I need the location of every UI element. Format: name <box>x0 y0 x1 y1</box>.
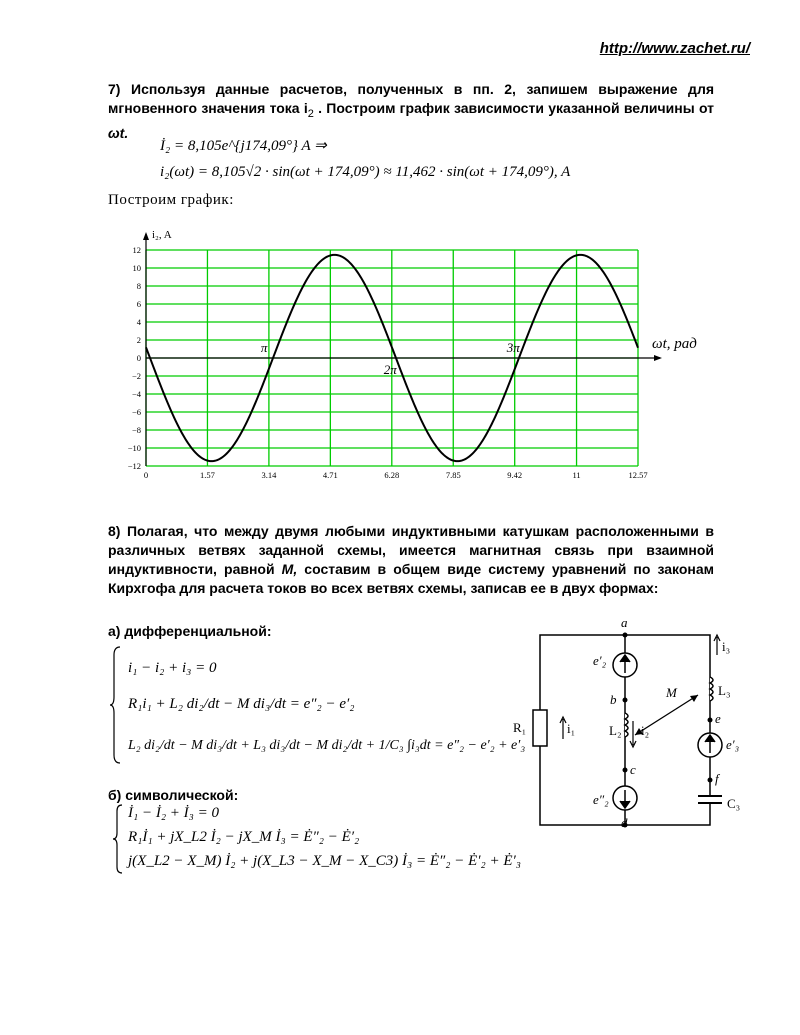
y-tick-label: 12 <box>132 245 141 255</box>
pi-label: 3π <box>506 340 520 355</box>
label-r1: R₁ <box>513 720 527 735</box>
y-tick-label: −8 <box>131 425 141 435</box>
diff-form-title: а) дифференциальной: <box>108 623 272 639</box>
y-tick-label: −4 <box>131 389 141 399</box>
diff-eq2: R₁i₁ + L₂ di₂/dt − M di₃/dt = e″₂ − e′₂ <box>128 696 355 712</box>
section7-text-c: ωt. <box>108 124 129 141</box>
x-tick-label: 4.71 <box>322 470 338 480</box>
label-node-a: a <box>621 615 628 630</box>
label-node-c: c <box>630 762 636 777</box>
pi-label: 2π <box>383 362 397 377</box>
node-f <box>708 778 713 783</box>
sym-eq1: İ₁ − İ₂ + İ₃ = 0 <box>128 805 219 821</box>
x-tick-label: 11 <box>572 470 581 480</box>
label-i2: i₂ <box>641 723 650 738</box>
node-a <box>623 633 628 638</box>
y-axis-arrow <box>143 232 149 240</box>
label-node-b: b <box>610 692 617 707</box>
label-l3: L₃ <box>718 683 731 698</box>
label-i3: i₃ <box>722 639 731 654</box>
section7-text-a: Используя данные расчетов, полученных в пп. 2, запишем выражение для мгновенного значения тока i <box>108 81 715 116</box>
current-arrow-i1 <box>560 717 566 739</box>
section7-paragraph <box>108 80 714 143</box>
y-tick-label: −6 <box>131 407 141 417</box>
node-e <box>708 718 713 723</box>
x-tick-label: 7.85 <box>445 470 461 480</box>
current-chart <box>110 222 710 486</box>
x-tick-label: 1.57 <box>200 470 215 480</box>
resistor-r1 <box>533 710 547 746</box>
right-loop-wire <box>625 635 710 825</box>
label-e2pp: e″₂ <box>593 792 609 807</box>
y-tick-label: 4 <box>136 317 141 327</box>
section8-number: 8) <box>108 523 121 539</box>
x-axis-label: ωt, рад <box>652 336 697 352</box>
x-tick-label: 0 <box>143 470 149 480</box>
label-node-d: d <box>621 815 628 830</box>
eq2-text: i₂(ωt) = 8,105√2 · sin(ωt + 174,09°) ≈ 11,462 · sin(ωt + 174,09°), A <box>160 164 571 180</box>
node-b <box>623 698 628 703</box>
eq1-text: İ₂ = 8,105e^{j174,09°} A ⇒ <box>160 138 327 154</box>
y-tick-label: 2 <box>136 335 141 345</box>
sym-form-title: б) символической: <box>108 787 239 803</box>
sym-eq2: R₁İ₁ + jX_L2 İ₂ − jX_M İ₃ = Ė″₂ − Ė′₂ <box>128 829 360 845</box>
equation-i2-instantaneous <box>160 164 570 181</box>
y-tick-label: 0 <box>136 353 141 363</box>
y-tick-label: −2 <box>131 371 141 381</box>
x-tick-label: 12.57 <box>628 470 648 480</box>
diff-brace <box>110 645 122 765</box>
y-axis-label: i₂, A <box>152 229 172 241</box>
chart-axes <box>143 232 662 466</box>
label-node-e: e <box>715 711 721 726</box>
inductor-l3 <box>710 677 713 701</box>
section8-text-m: M, <box>281 561 298 577</box>
diff-eq3: L₂ di₂/dt − M di₃/dt + L₃ di₃/dt − M di₂/dt + 1/C₃ ∫i₃dt = e″₂ − e′₂ + e′₃ <box>128 738 526 753</box>
label-i1: i₁ <box>567 721 576 736</box>
x-tick-label: 9.42 <box>507 470 523 480</box>
current-arrow-i2 <box>630 721 636 747</box>
section7-number: 7) <box>108 81 121 97</box>
y-tick-label: 8 <box>136 281 141 291</box>
label-l2: L₂ <box>609 723 622 738</box>
circuit-diagram <box>505 615 755 830</box>
label-e3p: e′₃ <box>726 737 740 752</box>
y-tick-label: 10 <box>132 263 141 273</box>
section8-paragraph <box>108 522 714 598</box>
label-node-f: f <box>715 771 719 786</box>
y-tick-label: −12 <box>127 461 141 471</box>
inductor-l2 <box>625 713 628 737</box>
current-arrow-i3 <box>714 635 720 655</box>
sym-brace <box>112 803 124 875</box>
equation-i2-phasor <box>160 136 327 155</box>
pi-label: π <box>260 340 268 355</box>
label-m: M <box>666 685 677 700</box>
x-tick-label: 6.28 <box>384 470 400 480</box>
plot-intro: Построим график: <box>108 192 234 208</box>
label-c3: C₃ <box>727 796 741 811</box>
site-link[interactable]: http://www.zachet.ru/ <box>599 40 750 57</box>
label-e2p: e′₂ <box>593 653 607 668</box>
x-tick-label: 3.14 <box>261 470 277 480</box>
sym-eq3: j(X_L2 − X_M) İ₂ + j(X_L3 − X_M − X_C3) İ₃ = Ė″₂ − Ė′₂ + Ė′₃ <box>128 853 522 869</box>
x-axis-arrow <box>654 355 662 361</box>
y-tick-label: −10 <box>127 443 141 453</box>
section8-text-b: составим в общем виде систему уравнений по законам Кирхгофа для расчета токов во всех ветвях схемы, записав ее в двух формах: <box>108 561 714 596</box>
node-c <box>623 768 628 773</box>
diff-eq1: i₁ − i₂ + i₃ = 0 <box>128 660 217 676</box>
y-tick-label: 6 <box>136 299 141 309</box>
section7-text-b: . Построим график зависимости указанной величины от <box>318 100 715 116</box>
section7-text-sub: 2 <box>307 107 314 120</box>
section8-text-a: Полагая, что между двумя любыми индуктивными катушкам расположенными в различных ветвях заданной схемы, имеется магнитная связь при взаимной индуктивности, равной <box>108 523 715 577</box>
